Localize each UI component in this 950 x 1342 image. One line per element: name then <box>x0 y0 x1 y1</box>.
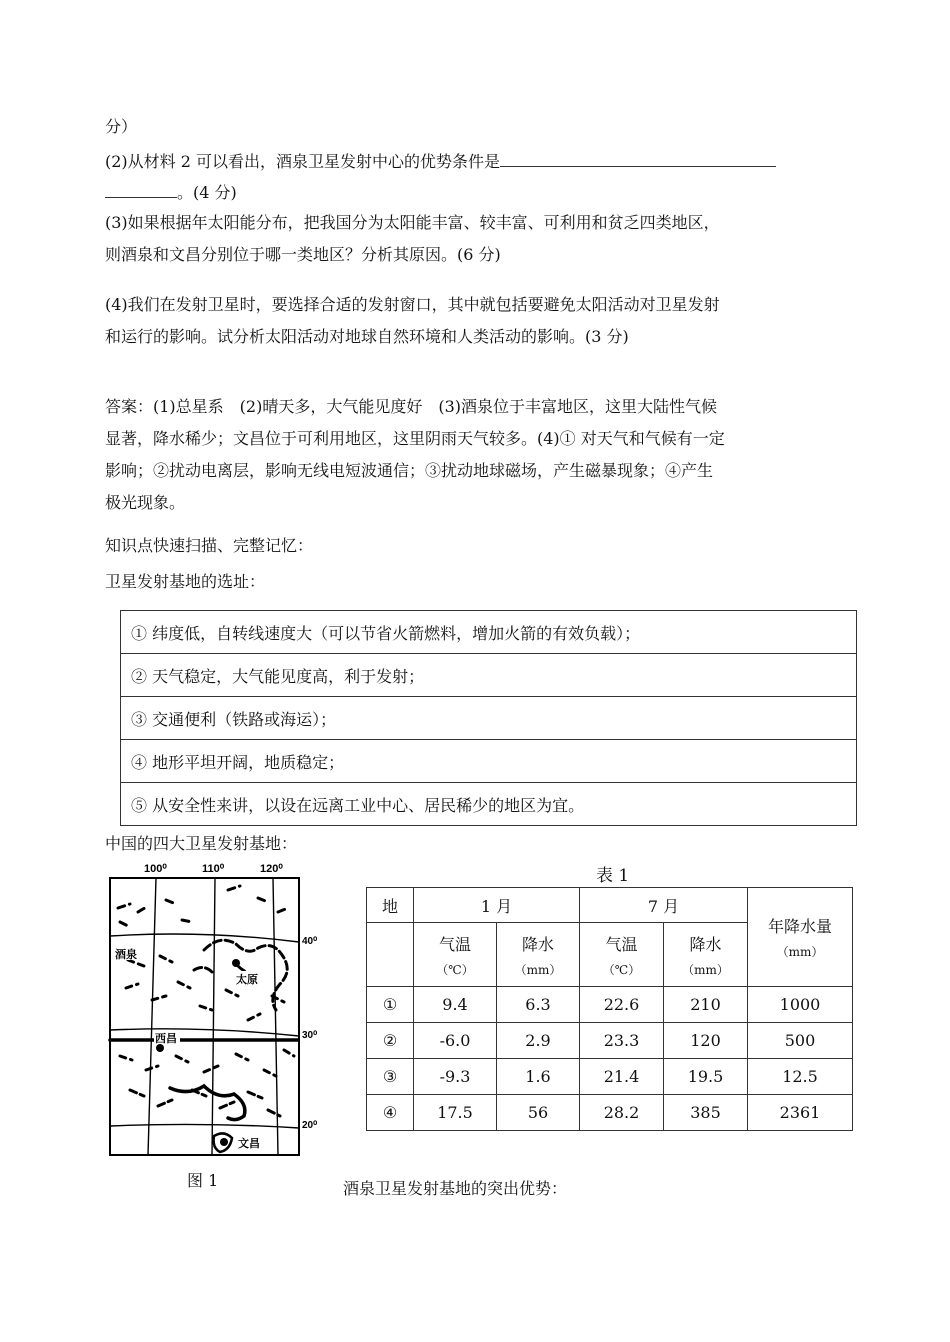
question-3-cont: 则酒泉和文昌分别位于哪一类地区？分析其原因。(6 分) <box>105 245 501 264</box>
cell: ① <box>367 987 414 1023</box>
answer-line: 答案：(1)总星系 (2)晴天多，大气能见度好 (3)酒泉位于丰富地区，这里大陆性气候 <box>105 397 717 416</box>
cell: 210 <box>664 987 748 1023</box>
table-row <box>367 1023 853 1059</box>
lon-label: 110⁰ <box>202 863 225 875</box>
header-prec-label: 降水 <box>521 934 554 954</box>
answer-blank[interactable] <box>500 150 776 167</box>
cell: 28.2 <box>580 1095 664 1131</box>
cell: 23.3 <box>580 1023 664 1059</box>
question-4-cont: 和运行的影响。试分析太阳活动对地球自然环境和人类活动的影响。(3 分) <box>105 327 629 346</box>
header-temp-label: 气温 <box>438 934 471 954</box>
cell: ④ <box>367 1095 414 1131</box>
cell: 2361 <box>748 1095 853 1131</box>
site-selection-table <box>120 610 857 826</box>
table-caption: 表 1 <box>596 866 630 886</box>
cell: 6.3 <box>497 987 580 1023</box>
place-label-wenchang: 文昌 <box>238 1138 260 1150</box>
lon-label: 120⁰ <box>260 863 283 875</box>
section-heading: 中国的四大卫星发射基地： <box>105 834 298 853</box>
table-row <box>367 1095 853 1131</box>
place-label-taiyuan: 太原 <box>236 974 258 986</box>
header-jul: 7 月 <box>580 888 748 923</box>
question-2 <box>105 150 776 172</box>
border-lines <box>110 886 298 1120</box>
site-selection-item: ② 天气稳定，大气能见度高，利于发射； <box>121 654 857 697</box>
place-label-jiuquan: 酒泉 <box>115 949 137 961</box>
header-annual <box>748 888 853 987</box>
cell: -6.0 <box>414 1023 497 1059</box>
cell: 9.4 <box>414 987 497 1023</box>
header-temp-unit: （℃） <box>602 962 641 977</box>
wenchang-dot <box>220 1138 228 1146</box>
site-selection-item: ① 纬度低，自转线速度大（可以节省火箭燃料，增加火箭的有效负载）； <box>121 611 857 654</box>
cell: 21.4 <box>580 1059 664 1095</box>
answer-blank[interactable] <box>105 181 177 198</box>
cell: 1.6 <box>497 1059 580 1095</box>
header-jan: 1 月 <box>414 888 580 923</box>
lat-label: 40⁰ <box>302 936 318 947</box>
section-heading: 知识点快速扫描、完整记忆： <box>105 536 314 555</box>
parallel <box>110 1029 299 1036</box>
header-temp-unit: （℃） <box>436 962 474 977</box>
cell: -9.3 <box>414 1059 497 1095</box>
cell: 120 <box>664 1023 748 1059</box>
parallel <box>110 1124 299 1128</box>
header-temp <box>414 923 497 987</box>
header-prec-unit: （mm） <box>514 962 562 977</box>
cell: 56 <box>497 1095 580 1131</box>
header-prec-unit: （mm） <box>682 962 729 977</box>
lon-label: 100⁰ <box>144 863 167 875</box>
header-prec <box>497 923 580 987</box>
cell: ② <box>367 1023 414 1059</box>
cell: 19.5 <box>664 1059 748 1095</box>
china-map <box>108 860 338 1160</box>
parallel <box>110 934 299 942</box>
header-temp <box>580 923 664 987</box>
section-heading: 卫星发射基地的选址： <box>105 572 266 591</box>
cell: 385 <box>664 1095 748 1131</box>
header-temp-label: 气温 <box>605 934 638 954</box>
question-3: (3)如果根据年太阳能分布，把我国分为太阳能丰富、较丰富、可利用和贫乏四类地区， <box>105 213 720 232</box>
cell: 12.5 <box>748 1059 853 1095</box>
section-heading: 酒泉卫星发射基地的突出优势： <box>343 1179 568 1198</box>
place-label-xichang: 西昌 <box>155 1033 177 1045</box>
meridian <box>212 878 215 1155</box>
cell: 17.5 <box>414 1095 497 1131</box>
answer-line: 极光现象。 <box>105 493 186 512</box>
xichang-dot <box>156 1044 164 1052</box>
header-annual-unit: （mm） <box>776 945 824 959</box>
cell: 22.6 <box>580 987 664 1023</box>
header-prec-label: 降水 <box>689 934 722 954</box>
cell: 2.9 <box>497 1023 580 1059</box>
header-prec <box>664 923 748 987</box>
meridian <box>148 878 156 1155</box>
map-frame <box>110 878 299 1155</box>
table-row <box>367 987 853 1023</box>
question-2-cont <box>105 181 237 203</box>
question-2-score: 。(4 分) <box>177 183 237 202</box>
header-blank <box>367 923 414 987</box>
site-selection-item: ③ 交通便利（铁路或海运）； <box>121 697 857 740</box>
site-selection-item: ⑤ 从安全性来讲，以设在远离工业中心、居民稀少的地区为宜。 <box>121 783 857 826</box>
cell: 1000 <box>748 987 853 1023</box>
question-2-text: (2)从材料 2 可以看出，酒泉卫星发射中心的优势条件是 <box>105 152 501 171</box>
figure-caption: 图 1 <box>187 1171 219 1190</box>
climate-table <box>366 887 853 1131</box>
cell: 500 <box>748 1023 853 1059</box>
site-selection-item: ④ 地形平坦开阔，地质稳定； <box>121 740 857 783</box>
taiyuan-dot <box>232 959 240 967</box>
question-4: (4)我们在发射卫星时，要选择合适的发射窗口，其中就包括要避免太阳活动对卫星发射 <box>105 295 720 314</box>
answer-line: 影响；②扰动电离层，影响无线电短波通信；③扰动地球磁场，产生磁暴现象；④产生 <box>105 461 714 480</box>
header-place: 地 <box>367 888 414 923</box>
answer-line: 显著，降水稀少；文昌位于可利用地区，这里阴雨天气较多。(4)① 对天气和气候有一定 <box>105 429 725 448</box>
lat-label: 30⁰ <box>302 1030 318 1041</box>
lat-label: 20⁰ <box>302 1120 318 1131</box>
cell: ③ <box>367 1059 414 1095</box>
text-line: 分） <box>105 117 138 136</box>
header-annual-label: 年降水量 <box>767 917 832 936</box>
table-row <box>367 1059 853 1095</box>
